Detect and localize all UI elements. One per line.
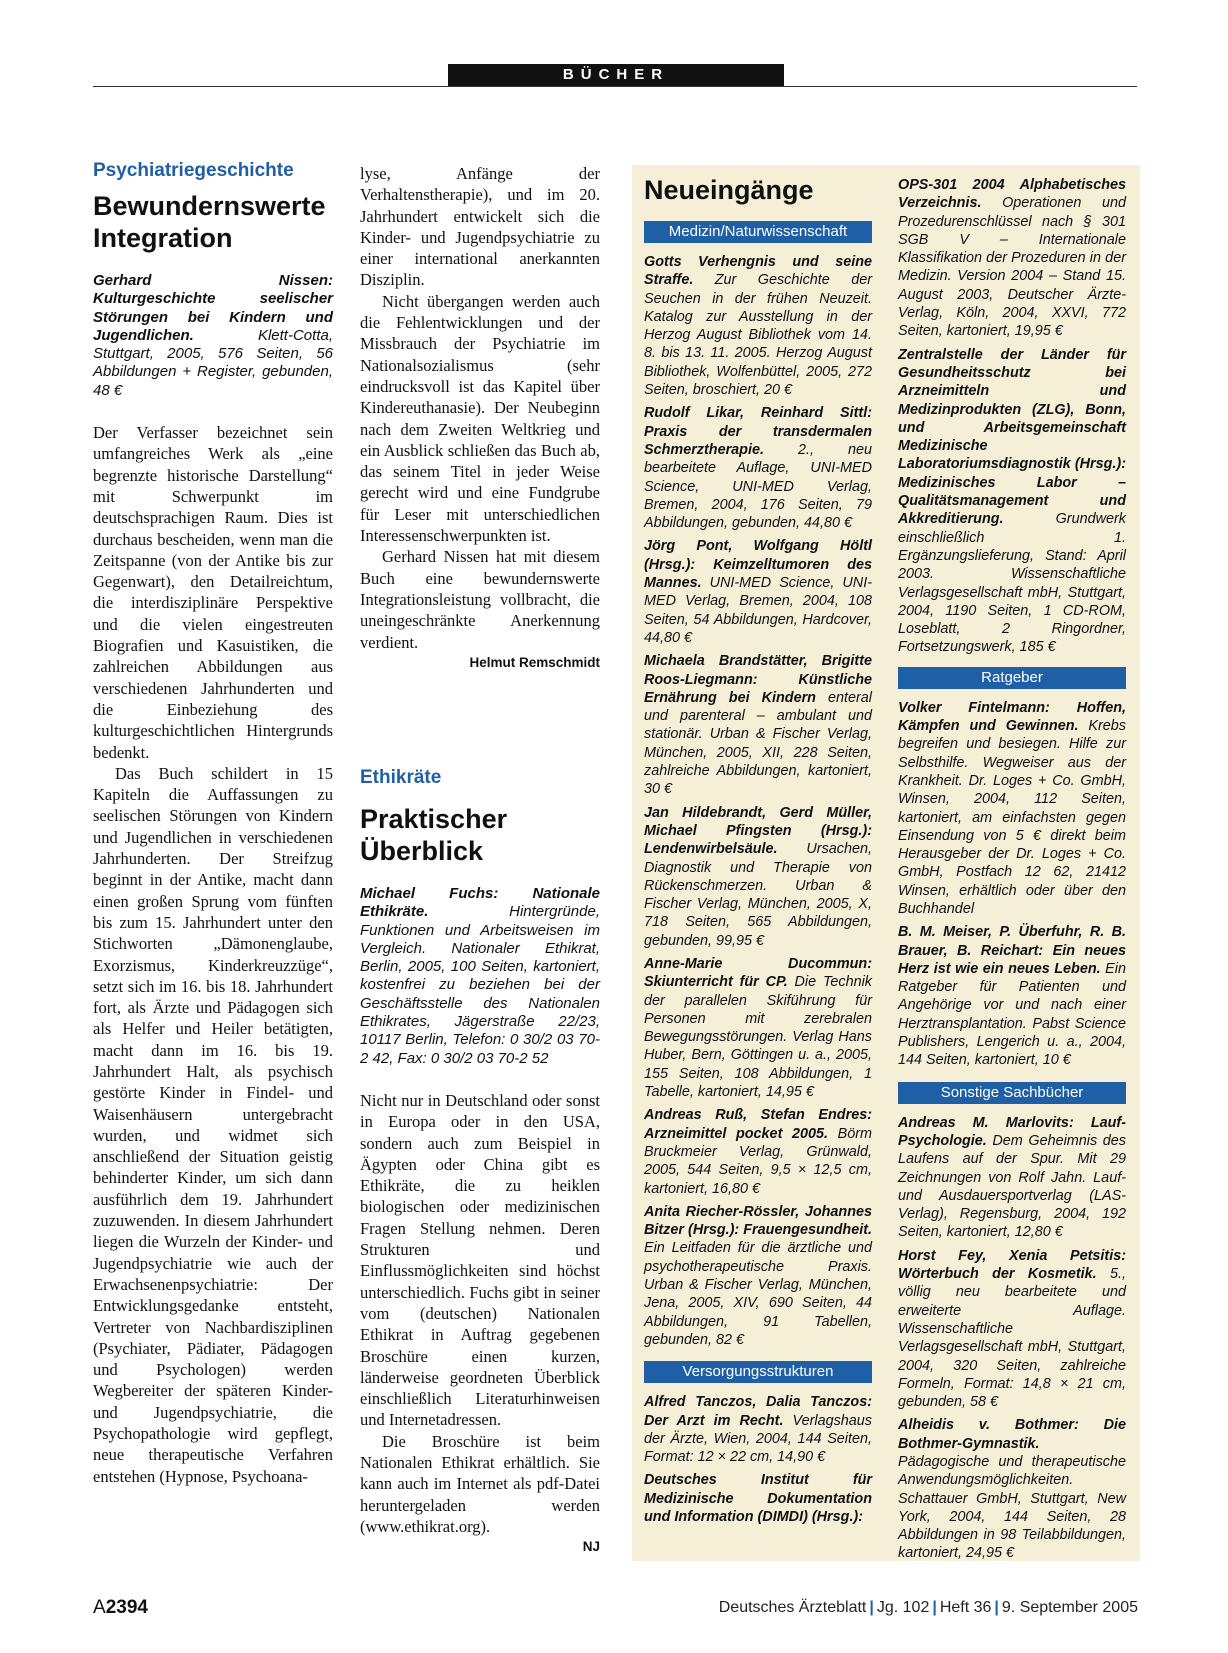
paragraph: lyse, Anfänge der Verhaltenstherapie), und im 20. Jahrhundert entwickelt sich die Kinder- und Jugendpsychiatrie zu einer international anerkannten Disziplin. xyxy=(360,164,600,290)
book-entry-details: Krebs begreifen und besiegen. Hilfe zur Selbsthilfe. Wegweiser aus der Krankheit. Dr. Loges + Co. GmbH, Winsen, 2004, 112 Seiten, kartoniert, am einfachsten gegen Einsendung von 5 € direkt beim Herausgeber der Dr. Loges + Co. GmbH, Postfach 12 62, 21412 Winsen, erhältlich oder über den Buchhandel xyxy=(898,718,1126,917)
article-author: Helmut Remschmidt xyxy=(469,654,600,670)
article-psychiatrie xyxy=(93,160,333,1487)
book-entry-title: Gotts Verhengnis und seine Straffe. xyxy=(644,254,872,289)
page-number xyxy=(93,1596,148,1620)
book-title: Michael Fuchs: Nationale Ethikräte. xyxy=(360,885,600,921)
separator: | xyxy=(932,1599,937,1616)
paragraph: Nicht übergangen werden auch die Fehlentwicklungen und der Missbrauch der Psychiatrie im Nationalsozialismus (sehr eindrucksvoll ist das Kapitel über Kindereuthanasie). Der Neubeginn nach dem Zweiten Weltkrieg und ein Ausblick schließen das Buch ab, das seinem Titel in jeder Weise gerecht wird und eine Fundgrube für Leser mit unterschiedlichen Interessenschwerpunkten ist. xyxy=(360,291,600,546)
section-label: BÜCHER xyxy=(448,64,784,86)
book-entry xyxy=(644,1393,872,1466)
paragraph: Der Verfasser bezeichnet sein umfangreiches Werk als „eine begrenzte historische Darstellung“ mit Schwerpunkt im deutschsprachigen Raum. Dies ist durchaus bescheiden, wenn man die Zeitspanne (von der Antike bis zur Gegenwart), den Detailreichtum, die interdisziplinäre Perspektive und die vielen eingestreuten Biografien und Kasuistiken, die zahlreichen Abbildungen aus verschiedenen Jahrhunderten und die Einbeziehung des kulturgeschichtlichen Hintergrunds bedenkt. xyxy=(93,423,333,762)
category-sonstige: Sonstige Sachbücher xyxy=(898,1082,1126,1104)
book-list-versorgung-continued xyxy=(898,176,1126,657)
book-entry-title: Alheidis v. Bothmer: Die Bothmer-Gymnastik. xyxy=(898,1417,1126,1452)
category-versorgung: Versorgungsstrukturen xyxy=(644,1361,872,1383)
book-entry xyxy=(898,176,1126,341)
book-entry-title: Deutsches Institut für Medizinische Dokumentation und Information (DIMDI) (Hrsg.): xyxy=(644,1472,872,1525)
article-body xyxy=(360,1090,600,1557)
book-entry xyxy=(898,1114,1126,1242)
journal-volume: Jg. 102 xyxy=(876,1599,930,1616)
book-list-versorgung xyxy=(644,1393,872,1526)
new-arrivals-title: Neueingänge xyxy=(644,175,814,205)
book-entry-details: Ursachen, Diagnostik und Therapie von Rückenschmerzen. Urban & Fischer Verlag, München, 2005, X, 718 Seiten, 565 Abbildungen, gebunden, 99,95 € xyxy=(644,841,872,949)
article-author: NJ xyxy=(582,1539,600,1555)
book-entry-details: 5., völlig neu bearbeitete und erweiterte Auflage. Wissenschaftliche Verlagsgesellschaft mbH, Stuttgart, 2004, 320 Seiten, zahlreiche Formeln, Format: 14,8 × 21 cm, gebunden, 58 € xyxy=(898,1266,1126,1411)
book-entry xyxy=(644,1106,872,1197)
book-entry-title: Anita Riecher-Rössler, Johannes Bitzer (Hrsg.): Frauengesundheit. xyxy=(644,1203,872,1239)
title-line: Bewundernswerte xyxy=(93,191,326,221)
new-arrivals-column-1 xyxy=(644,221,872,1531)
book-entry-title: Andreas M. Marlovits: Lauf-Psychologie. xyxy=(898,1114,1126,1149)
book-reference xyxy=(93,272,333,400)
book-entry-title: OPS-301 2004 Alphabetisches Verzeichnis. xyxy=(898,177,1126,212)
article-ethikraete xyxy=(360,767,600,1557)
book-list-medizin xyxy=(644,253,872,1349)
paragraph: Das Buch schildert in 15 Kapiteln die Auffassungen zu seelischen Störungen von Kindern und Jugendlichen in verschiedenen Jahrhunderten. Der Streifzug beginnt in der Antike, macht dann einen großen Sprung vom fünften bis zum 15. Jahrhundert unter den Stichworten „Dämonenglaube, Exorzismus, Kinderkreuzzüge“, setzt sich im 16. bis 18. Jahrhundert fort, als Ärzte und Pädagogen sich als Helfer und Heiler betätigten, macht dann im 16. bis 19. Jahrhundert Halt, als psychisch gestörte Kinder in Findel- und Waisenhäusern untergebracht wurden, und widmet sich anschließend der Situation geistig behinderter Kinder, um sich dann ausführlich dem 19. Jahrhundert zuzuwenden. In diesem Jahrhundert liegen die Wurzeln der Kinder- und Jugendpsychiatrie wie auch der Erwachsenenpsychiatrie: Der Entwicklungsgedanke entsteht, Vertreter von Nachbardisziplinen (Psychiater, Pädiater, Pädagogen und Psychologen) werden Wegbereiter der späteren Kinder- und Jugendpsychiatrie, die Psychopathologie wird gepflegt, neue therapeutische Verfahren entstehen (Hypnose, Psychoana- xyxy=(93,763,333,1486)
paragraph: Die Broschüre ist beim Nationalen Ethikrat erhältlich. Sie kann auch im Internet als pdf-Datei heruntergeladen werden (www.ethikrat.org). xyxy=(360,1431,600,1536)
article-title xyxy=(360,803,600,867)
title-line: Überblick xyxy=(360,836,484,866)
article-title xyxy=(93,190,333,254)
page-number-value: 2394 xyxy=(105,1597,148,1618)
book-entry-details: Pädagogische und therapeutische Anwendungsmöglichkeiten. Schattauer GmbH, Stuttgart, New York, 2004, 144 Seiten, 28 Abbildungen in 98 Teilabbildungen, kartoniert, 24,95 € xyxy=(898,1454,1126,1562)
journal-date: 9. September 2005 xyxy=(1001,1599,1138,1616)
paragraph: Nicht nur in Deutschland oder sonst in Europa oder in den USA, sondern auch zum Beispiel in Ägypten oder China gibt es Ethikräte, die zu heiklen biologischen oder medizinischen Fragen Stellung nehmen. Deren Strukturen und Einflussmöglichkeiten sind höchst unterschiedlich. Fuchs gibt in seiner vom (deutschen) Nationalen Ethikrat in Auftrag gegebenen Broschüre einen kurzen, länderweise geordneten Überblick einschließlich Literaturhinweisen und Internetadressen. xyxy=(360,1090,600,1430)
book-entry-title: B. M. Meiser, P. Überfuhr, R. B. Brauer, B. Reichart: Ein neues Herz ist wie ein neues Leben. xyxy=(898,924,1126,977)
book-entry-details: Verlagshaus der Ärzte, Wien, 2004, 144 Seiten, Format: 12 × 22 cm, 14,90 € xyxy=(644,1412,872,1466)
book-entry-details: Operationen und Prozedurenschlüssel nach § 301 SGB V – Internationale Klassifikation der Prozeduren in der Medizin. Version 2004 – Stand 15. August 2003, Deutscher Ärzte-Verlag, Köln, 2004, XXVI, 772 Seiten, kartoniert, 19,95 € xyxy=(898,195,1126,340)
book-reference xyxy=(360,885,600,1068)
book-entry xyxy=(898,1247,1126,1412)
book-entry-title: Alfred Tanczos, Dalia Tanczos: Der Arzt im Recht. xyxy=(644,1394,872,1429)
book-entry-title: Anne-Marie Ducommun: Skiunterricht für CP. xyxy=(644,955,872,991)
journal-name: Deutsches Ärzteblatt xyxy=(718,1599,867,1616)
book-entry xyxy=(644,404,872,532)
book-entry-details: Ein Ratgeber für Patienten und Angehörige vor und nach einer Herztransplantation. Pabst Science Publishers, Lengerich u. a., 2004, 144 Seiten, kartoniert, 10 € xyxy=(898,960,1126,1069)
title-line: Integration xyxy=(93,223,233,253)
book-entry-details: Zur Geschichte der Seuchen in der frühen Neuzeit. Katalog zur Ausstellung in der Herzog August Bibliothek vom 14. 8. bis 13. 11. 2005. Herzog August Bibliothek, Wolfenbüttel, 2005, 272 Seiten, broschiert, 20 € xyxy=(644,272,872,399)
book-entry-details: Grundwerk einschließlich 1. Ergänzungslieferung, Stand: April 2003. Wissenschaftliche Verlagsgesellschaft mbH, Stuttgart, 2004, 1190 Seiten, 1 CD-ROM, Loseblatt, 2 Ringordner, Fortsetzungswerk, 185 € xyxy=(898,511,1126,656)
book-entry-details: Börm Bruckmeier Verlag, Grünwald, 2005, 544 Seiten, 9,5 × 12,5 cm, kartoniert, 16,80 € xyxy=(644,1125,872,1197)
book-entry-title: Volker Fintelmann: Hoffen, Kämpfen und Gewinnen. xyxy=(898,699,1126,735)
article-body xyxy=(360,163,600,673)
book-entry-title: Zentralstelle der Länder für Gesundheitsschutz bei Arzneimitteln und Medizinprodukten (ZLG), Bonn, und Arbeitsgemeinschaft Medizinische Laboratoriumsdiagnostik (Hrsg.): Medizinisches Labor – Qualitätsmanagement und Akkreditierung. xyxy=(898,346,1126,528)
book-entry-details: Dem Geheimnis des Laufens auf der Spur. Mit 29 Zeichnungen von Rolf Jahn. Lauf- und Ausdauersportverlag (LAS-Verlag), Regensburg, 2004, 192 Seiten, kartoniert, 12,80 € xyxy=(898,1132,1126,1241)
category-ratgeber: Ratgeber xyxy=(898,667,1126,689)
separator: | xyxy=(869,1599,874,1616)
title-line: Praktischer xyxy=(360,804,508,834)
book-entry xyxy=(644,1203,872,1349)
new-arrivals-column-2 xyxy=(898,176,1126,1568)
book-entry xyxy=(898,699,1126,919)
article-body xyxy=(93,422,333,1487)
book-entry-details: UNI-MED Science, UNI-MED Verlag, Bremen, 2004, 108 Seiten, 54 Abbildungen, Hardcover, 44,80 € xyxy=(644,575,872,646)
book-title: Gerhard Nissen: Kulturgeschichte seelischer Störungen bei Kindern und Jugendlichen. xyxy=(93,272,333,344)
book-entry xyxy=(644,537,872,647)
separator: | xyxy=(994,1599,999,1616)
book-entry-title: Rudolf Likar, Reinhard Sittl: Praxis der transdermalen Schmerztherapie. xyxy=(644,405,872,458)
header-rule xyxy=(93,86,1137,87)
book-entry-title: Jörg Pont, Wolfgang Höltl (Hrsg.): Keimzelltumoren des Mannes. xyxy=(644,538,872,592)
book-entry-details: Ein Leitfaden für die ärztliche und psychotherapeutische Praxis. Urban & Fischer Verlag, München, Jena, 2005, XIV, 690 Seiten, 44 Abbildungen, 91 Tabellen, gebunden, 82 € xyxy=(644,1240,872,1348)
book-entry xyxy=(644,804,872,950)
book-entry xyxy=(644,253,872,399)
book-list-ratgeber xyxy=(898,699,1126,1070)
book-details: Hintergründe, Funktionen und Arbeitsweisen im Vergleich. Nationaler Ethikrat, Berlin, 2005, 100 Seiten, kartoniert, kostenfrei zu beziehen bei der Geschäftsstelle des Nationalen Ethikrates, Jägerstraße 22/23, 10117 Berlin, Telefon: 0 30/2 03 70-2 42, Fax: 0 30/2 03 70-2 52 xyxy=(360,903,600,1067)
category-medizin: Medizin/Naturwissenschaft xyxy=(644,221,872,243)
paragraph: Gerhard Nissen hat mit diesem Buch eine bewundernswerte Integrationsleistung vollbracht, die uneingeschränkte Anerkennung verdient. xyxy=(360,547,600,652)
book-entry xyxy=(644,955,872,1101)
article-kicker: Ethikräte xyxy=(360,767,442,788)
book-entry-title: Michaela Brandstätter, Brigitte Roos-Liegmann: Künstliche Ernährung bei Kindern xyxy=(644,653,872,706)
article-kicker: Psychiatriegeschichte xyxy=(93,160,294,181)
book-entry-title: Horst Fey, Xenia Petsitis: Wörterbuch der Kosmetik. xyxy=(898,1247,1126,1283)
article-continued xyxy=(360,163,600,673)
journal-issue: Heft 36 xyxy=(939,1599,992,1616)
book-entry-title: Andreas Ruß, Stefan Endres: Arzneimittel pocket 2005. xyxy=(644,1107,872,1142)
book-entry xyxy=(898,923,1126,1069)
book-entry-details: 2., neu bearbeitete Auflage, UNI-MED Science, UNI-MED Verlag, Bremen, 2004, 176 Seiten, 79 Abbildungen, gebunden, 44,80 € xyxy=(644,441,872,532)
book-entry xyxy=(898,1416,1126,1562)
book-entry xyxy=(644,1471,872,1526)
book-details: Klett-Cotta, Stuttgart, 2005, 576 Seiten, 56 Abbildungen + Register, gebunden, 48 € xyxy=(93,326,333,399)
journal-citation xyxy=(719,1596,1138,1620)
book-entry xyxy=(644,652,872,798)
page-prefix: A xyxy=(93,1597,106,1618)
book-entry-title: Jan Hildebrandt, Gerd Müller, Michael Pfingsten (Hrsg.): Lendenwirbelsäule. xyxy=(644,804,872,858)
book-entry-details: enteral und parenteral – ambulant und stationär. Urban & Fischer Verlag, München, 2005, XII, 228 Seiten, zahlreiche Abbildungen, kartoniert, 30 € xyxy=(644,689,872,798)
book-entry xyxy=(898,346,1126,657)
book-entry-details: Die Technik der parallelen Skiführung für Personen mit zerebralen Bewegungsstörungen. Verlag Hans Huber, Bern, Göttingen u. a., 2005, 155 Seiten, 108 Abbildungen, 1 Tabelle, kartoniert, 14,95 € xyxy=(644,974,873,1101)
book-list-sonstige xyxy=(898,1114,1126,1563)
